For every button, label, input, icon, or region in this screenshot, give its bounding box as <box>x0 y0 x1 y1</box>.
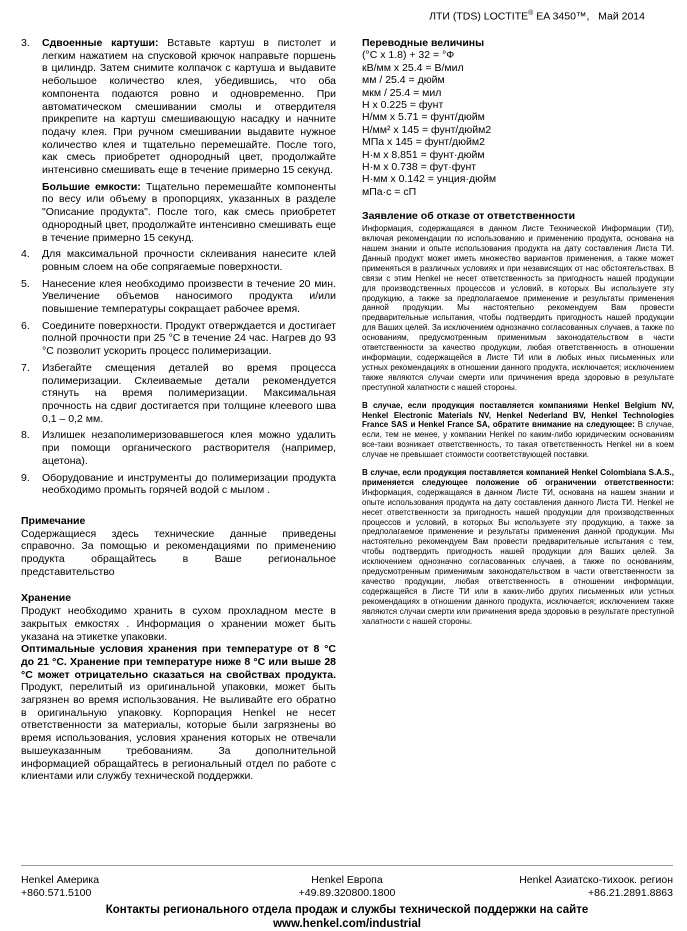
office-asia-pacific <box>519 874 673 900</box>
step-number: 3. <box>21 37 30 49</box>
office-name: Henkel Азиатско-тихоок. регион <box>519 874 673 886</box>
office-phone: +49.89.320800.1800 <box>298 887 396 899</box>
doc-product: EA 3450™, <box>533 10 590 23</box>
application-steps <box>21 37 336 497</box>
disclaimer-title: Заявление об отказе от ответственности <box>362 210 576 223</box>
step-lead: Большие емкости: <box>42 180 141 193</box>
step-3-bulk <box>21 181 336 245</box>
step-text: Излишек незаполимеризовавшегося клея можно удалить при помощи органического растворителя (например, ацетона). <box>42 429 336 467</box>
conversion-line: Н·м х 8.851 = фунт·дюйм <box>362 148 485 161</box>
conversion-line: Н/мм² х 145 = фунт/дюйм2 <box>362 123 492 136</box>
step-8 <box>21 429 336 467</box>
step-number: 5. <box>21 277 30 290</box>
step-number: 8. <box>21 429 30 442</box>
conversion-line: мПа·с = сП <box>362 185 417 198</box>
conversion-line: кВ/мм х 25.4 = В/мил <box>362 61 464 74</box>
step-text: Для максимальной прочности склеивания нанесите клей ровным слоем на обе сопрягаемые поверхности. <box>42 248 336 273</box>
step-number: 9. <box>21 471 30 484</box>
office-name: Henkel Европа <box>311 874 383 886</box>
step-text: Соедините поверхности. Продукт отверждается и достигает полной прочности при 25 °С в течение 24 час. Нагрев до 93 °С позволит ускорить процесс полимеризации. <box>42 319 336 358</box>
conversion-line: МПа х 145 = фунт/дюйм2 <box>362 136 485 149</box>
conversion-line: Н·м х 0.738 = фут·фунт <box>362 161 477 174</box>
office-phone: +86.21.2891.8863 <box>588 887 673 899</box>
disclaimer-paragraph-3 <box>362 468 674 627</box>
step-7 <box>21 362 336 426</box>
step-text: Избегайте смещения деталей во время процесса полимеризации. Склеиваемые детали рекомендуется стянуть на время полимеризации. Максимальная прочность на сдвиг достигается при толщине клеевого шва 0,1 – 0,2 мм. <box>42 361 336 425</box>
storage-conditions: Оптимальные условия хранения при температуре от 8 °С до 21 °С. Хранение при температуре ниже 8 °С или выше 28 °С может отрицательно сказаться на свойствах продукта. <box>21 643 336 681</box>
disclaimer-colombiana-lead: В случае, если продукция поставляется компанией Henkel Colombiana S.A.S., применяется следующее положение об ограничении ответственности: <box>362 468 674 487</box>
conversion-line: мкм / 25.4 = мил <box>362 86 442 99</box>
doc-id: ЛТИ (TDS) LOCTITE <box>429 10 529 23</box>
storage-text-1: Продукт необходимо хранить в сухом прохладном месте в закрытых емкостях . Информация о хранении может быть указана на этикетке упаковки. <box>21 605 336 643</box>
contact-block <box>21 903 673 931</box>
office-name: Henkel Америка <box>21 874 100 886</box>
step-4 <box>21 248 336 273</box>
step-number: 7. <box>21 361 30 374</box>
storage-title: Хранение <box>21 592 72 605</box>
step-lead: Сдвоенные картуши: <box>42 37 159 49</box>
registered-mark: ® <box>528 10 534 17</box>
step-text: Оборудование и инструменты до полимеризации продукта необходимо промыть горячей водой с мылом . <box>42 471 336 497</box>
step-9 <box>21 472 336 497</box>
step-5 <box>21 278 336 316</box>
conversion-line: мм / 25.4 = дюйм <box>362 74 445 87</box>
document-header <box>429 10 645 23</box>
disclaimer-colombiana-text: Информация, содержащаяся в данном Листе ТИ, основана на нашем знании и опыте использования продукта на дату составления данного Листа ТИ. Henkel не несет ответственности за пригодность нашей продукции для производственных процессов и условий, в которых Вы используете эту продукцию, а также за предполагаемое применение и результаты применения данной продукции. Мы настоятельно рекомендуем Вам провести предварительные испытания с тем, чтобы подтвердить пригодность нашей продукции для Ваших целей. За исключением однозначно согласованных случаев, а также по основаниям, предусмотренным применимым законодательством в части ответственности за качество продукции, любая ответственность в отношении информации, содержащейся в Листе ТИ или в каких-либо других письменных или устных рекомендациях в отношении данного продукта, исключается; исключением также являются случаи смерти или причинения вреда здоровью в результате преступной халатности с нашей стороны. <box>362 487 674 626</box>
conversion-line: Н/мм х 5.71 = фунт/дюйм <box>362 111 485 124</box>
right-column <box>362 37 674 635</box>
step-number: 6. <box>21 319 30 332</box>
disclaimer-henkel-eu-lead: В случае, если продукция поставляется компаниями Henkel Belgium NV, Henkel Electronic Materials NV, Henkel Nederland BV, Henkel Technologies France SAS и Henkel France SA, обратите внимание на следующее: <box>362 400 674 430</box>
doc-date: Май 2014 <box>598 10 645 23</box>
disclaimer-paragraph-2 <box>362 401 674 460</box>
conversion-line: (°С х 1.8) + 32 = °Ф <box>362 49 455 62</box>
conversions-list <box>362 49 674 198</box>
step-3 <box>21 37 336 177</box>
footer-divider <box>21 865 673 866</box>
left-column <box>21 37 336 783</box>
storage-text-2: Продукт, перелитый из оригинальной упаковки, может быть загрязнен во время использования. Не выливайте его обратно в оригинальную упаковку. Корпорация Henkel не несет ответственности за материалы, которые были загрязнены во время использования, условия хранения которых не отвечали вышеуказанным требованиям. За дополнительной информацией обращайтесь в региональный отдел по работе с клиентами или службу технической поддержки. <box>21 681 336 783</box>
contact-text: Контакты регионального отдела продаж и службы технической поддержки на сайте <box>105 904 589 916</box>
step-number: 4. <box>21 248 30 261</box>
office-phone: +860.571.5100 <box>21 887 92 899</box>
conversion-line: Н·мм х 0.142 = унция·дюйм <box>362 173 497 186</box>
disclaimer-henkel-eu-text: В случае, если, тем не менее, у компании Henkel по каким-либо юридическим основаниям все-таки возникает ответственность, то такая ответственность Henkel ни в коем случае не превышает стоимости соответствующей поставки. <box>362 420 674 460</box>
step-text: Нанесение клея необходимо произвести в течение 20 мин. Увеличение объемов наносимого продукта и/или повышение температуры сокращает рабочее время. <box>42 277 336 316</box>
conversion-line: Н х 0.225 = фунт <box>362 99 444 112</box>
step-text: Вставьте картуш в пистолет и легким нажатием на спусковой крючок направьте поршень в цилиндр. Затем снимите колпачок с картуша и выдавите небольшое количество клея, убедившись, что оба компонента подаются ровно и одновременно. При автоматическом смешивании смолы и отвердителя прикрепите на картуш смешивающую насадку и начните подачу клея. При ручном смешивании выдавите нужное количество клея и тщательно перемешайте. После того, как смесь приобретет однородный цвет, продолжайте интенсивно смешивать еще в течение примерно 15 секунд. <box>42 37 337 177</box>
storage-text <box>21 605 336 783</box>
note-title: Примечание <box>21 514 86 527</box>
conversions-title: Переводные величины <box>362 37 485 49</box>
disclaimer-paragraph-1: Информация, содержащаяся в данном Листе Технической Информации (ТИ), включая рекомендации по использованию и применению продукта, основана на нашем знании и опыте использования продукта на дату составления Листа ТИ. Данный продукт может иметь множество вариантов применения, а также может применяться в различных условиях и при независящих от нас обстоятельствах. В связи с этим Henkel не несет ответственность за пригодность нашей продукции для производственных процессов и условий, в которых Вы используете эту продукцию, а также за предполагаемое применение и результаты применения данной продукции. Мы настоятельно рекомендуем Вам провести предварительные испытания, чтобы подтвердить пригодность нашей продукции для Ваших целей. За исключением однозначно согласованных случаев, а также по основаниям, предусмотренным применимым законодательством в части ответственности за качество продукции, любая ответственность в отношении информации, содержащейся в Листе ТИ или в любых иных письменных или устных рекомендациях в отношении данного продукта, исключается; исключением также являются случаи смерти или причинения вреда здоровью в результате преступной халатности с нашей стороны. <box>362 224 674 392</box>
step-6 <box>21 320 336 358</box>
note-text: Содержащиеся здесь технические данные приведены справочно. За помощью и рекомендациями по применению продукта обращайтесь в Ваше региональное представительство <box>21 527 336 578</box>
website-link[interactable]: www.henkel.com/industrial <box>273 918 421 930</box>
step-text: Тщательно перемешайте компоненты по весу или объему в пропорциях, указанных в разделе "Описание продукта". После того, как смесь приобретет однородный цвет, продолжайте интенсивно смешивать еще в течение примерно 15 секунд. <box>42 180 336 244</box>
